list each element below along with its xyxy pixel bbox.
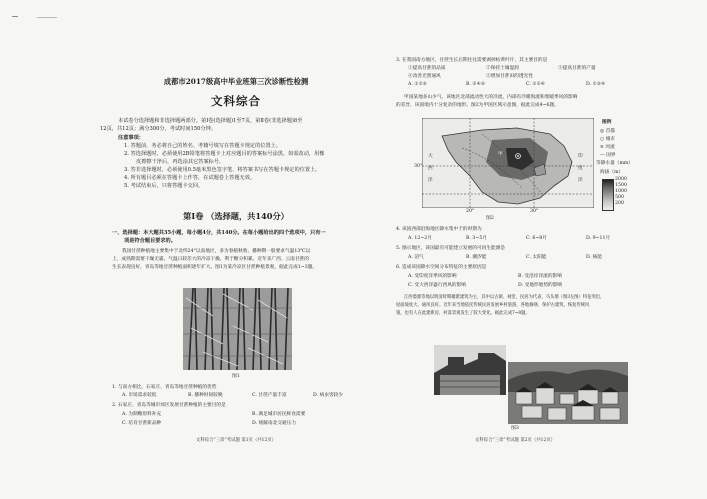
q2-option-b: B. 满足城市居民鲜食需要 <box>252 412 306 417</box>
q1-option-d: D. 病虫害较少 <box>313 393 344 398</box>
notice-line: 本试卷分选择题和非选择题两部分。第Ⅰ卷(选择题)1至7页，第Ⅱ卷(非选择题)8至 <box>118 118 303 124</box>
note-item: 3. 答非选择题时，必须使用0.5毫米黑色签字笔，将答案书写在答题卡规定的位置上。 <box>124 167 321 173</box>
q6-option-a: A. 受印度洋季风的影响 <box>408 274 457 279</box>
notice-line: 12页，共12页；满分300分，考试时间150分钟。 <box>100 126 217 132</box>
legend-item: ≋ 河流 <box>600 145 615 150</box>
passage-line: 上，成熟期需要干燥无霜。气温日较差大的冷凉干燥，利于糖分积累。近年来广西、云南甘蔗的 <box>112 257 309 262</box>
map-label-east: 印 <box>578 154 583 159</box>
question-4: 4. 该国西部沿海地区降水集中于的时期为 <box>396 227 482 232</box>
q3-answer-d: D. ①③④ <box>586 82 606 87</box>
q1-option-b: B. 播种时间较晚 <box>188 393 223 398</box>
legend-item: 等降水量（mm） <box>596 161 634 166</box>
elevation-tick: 2000 <box>615 177 627 182</box>
q2-option-c: C. 培育甘蔗新品种 <box>122 421 162 426</box>
note-item: 皮擦擦干净后，再选涂其它答案标号。 <box>136 159 225 165</box>
q4-option-d: D. 9~11月 <box>586 236 611 241</box>
map-label-west: 大 <box>428 154 433 159</box>
elevation-scale <box>602 179 614 211</box>
legend-item: ◎ 首都 <box>600 129 615 134</box>
figure2-caption: 图2 <box>486 216 494 221</box>
region-map <box>422 118 594 208</box>
map-label-east: 度 <box>578 166 583 171</box>
section-title: 第Ⅰ卷 （选择题，共140分） <box>183 211 289 221</box>
q4-option-c: C. 6~8月 <box>526 236 547 241</box>
note-item: 4. 所有题目必须在答题卡上作答，在试题卷上答题无效。 <box>124 175 256 181</box>
passage-line: 的差异，该国境内十分复杂的地形。图2为甲国区域示意图，据此完成4~6题。 <box>396 103 559 108</box>
map-label-east: 洋 <box>578 178 583 183</box>
q3-option: ④改善光照通风 <box>408 74 441 79</box>
note-item: 5. 考试结束后，只将答题卡交回。 <box>124 183 204 189</box>
q5-option-a: A. 沼气 <box>408 255 424 260</box>
q6-option-d: D. 受地形地势的影响 <box>518 283 563 288</box>
map-label-west: 西 <box>428 166 433 171</box>
q5-option-d: D. 核能 <box>586 255 602 260</box>
elevation-tick: 200 <box>615 201 624 206</box>
map-lon-label: 30° <box>414 164 423 169</box>
passage-line: 貌，也有人在此建新房，村落景观发生了较大变化。据此完成7~8题。 <box>396 311 530 316</box>
q6-option-c: C. 受大西洋盛行西风的影响 <box>408 283 466 288</box>
scan-mark <box>37 17 57 18</box>
q3-answer-c: C. ①②④ <box>526 82 546 87</box>
q5-option-c: C. 太阳能 <box>526 255 547 260</box>
note-item: 2. 答选择题时，必须使用2B铅笔将答题卡上对应题目的答案标号涂黑，如需改动，用橡 <box>124 151 325 157</box>
map-lat-label: 30° <box>530 209 539 214</box>
horse-head-wall-image <box>434 345 506 395</box>
right-page-footer: 文科综合“三诊”考试题 第2页（共12页） <box>474 438 556 443</box>
figure1-caption: 图1 <box>232 374 240 379</box>
notes-heading: 注意事项： <box>118 135 144 141</box>
elevation-tick: 1000 <box>615 189 627 194</box>
passage-line: 江西婺源等地以明清时期徽派建筑为主，其中以古镇、祠堂、民居为代表，马头墙（图3左图）特征突出， <box>404 295 605 300</box>
left-page <box>100 0 372 499</box>
village-image <box>508 362 628 424</box>
legend-title: 图例 <box>602 120 612 125</box>
legend-item: — 国界 <box>600 153 616 158</box>
question-2: 2. 石家庄、青岛等城市郊区发展甘蔗种植的主要目的是 <box>112 403 226 408</box>
right-page <box>390 0 640 499</box>
q1-option-a: A. 市场需求较低 <box>122 393 157 398</box>
elevation-tick: 500 <box>615 195 624 200</box>
map-label-country: 甲 <box>498 152 503 157</box>
q3-option: ①提高甘蔗的品质 <box>408 66 446 71</box>
instruction-line: 一、选择题：本大题共35小题，每小题4分，共140分。在每小题给出的四个选项中，只有一 <box>112 230 326 236</box>
figure3-caption: 图3 <box>511 426 519 431</box>
passage-line: 屋面坡度大，通风良好。近年来当地依托传统民居发展乡村旅游，各地修缮、保护古建筑，恢复传统风 <box>396 303 590 308</box>
q2-option-a: A. 为制糖原料补充 <box>122 412 162 417</box>
question-1: 1. 与南方相比，石家庄、青岛等地甘蔗种植的优势 <box>112 385 217 390</box>
subject-title: 文科综合 <box>211 94 261 108</box>
q6-option-b: B. 受沿岸洋流的影响 <box>518 274 562 279</box>
q4-option-a: A. 12~2月 <box>408 236 432 241</box>
legend-item: ○ 城市 <box>600 137 615 142</box>
q3-option: ②保持土壤湿润 <box>486 66 519 71</box>
exam-title: 成都市2017级高中毕业班第三次诊断性检测 <box>163 77 309 86</box>
q2-option-d: D. 缓解南北交通压力 <box>252 421 297 426</box>
figure1-sugarcane-photo <box>183 288 292 370</box>
q4-option-b: B. 3~5月 <box>466 236 488 241</box>
q3-option: ③提高甘蔗的产量 <box>558 66 596 71</box>
q3-answer-b: B. ②④⑤ <box>466 82 486 87</box>
legend-elevation-title: 海拔（m） <box>600 170 624 175</box>
question-5: 5. 图示地区，该国最有可能建立发展的可再生能源是 <box>396 246 506 251</box>
passage-line: 甲国某地多山少气，该地区北部流动性大的洋流，内部有冷暖海流和寒暖季风的影响 <box>404 95 578 100</box>
instruction-line: 项是符合题目要求的。 <box>124 238 176 244</box>
q1-option-c: C. 甘蔗产量丰富 <box>252 393 287 398</box>
q3-answer-a: A. ①②⑤ <box>408 82 427 87</box>
figure3-right-photo <box>508 362 628 424</box>
passage-line: 我国甘蔗种植地主要集中于北纬24°以南地区，多为春植秋收，播种期一般要求气温13℃以 <box>122 249 311 254</box>
question-6: 6. 造成该国降水空间分布特征的主要原因是 <box>396 265 487 270</box>
sugarcane-image <box>183 288 292 370</box>
question-3: 3. 在我国南方地区，甘蔗生长后期往往需要剥掉枯黄叶片，其主要目的是 <box>396 58 548 63</box>
figure3-left-photo <box>434 345 506 395</box>
figure2-map <box>422 118 594 208</box>
passage-line: 生长表现良好，青岛等地甘蔗种植面积逐年扩大。图1为某冷凉区甘蔗种植景观，据此完成1~3题。 <box>112 265 318 270</box>
map-label-west: 洋 <box>428 178 433 183</box>
note-item: 1. 答题前，务必将自己的姓名、考籍号填写在答题卡规定的位置上。 <box>124 143 282 149</box>
q5-option-b: B. 潮汐能 <box>466 255 487 260</box>
left-page-footer: 文科综合“三诊”考试题 第1页（共12页） <box>195 438 277 443</box>
elevation-tick: 1500 <box>615 183 627 188</box>
scan-mark <box>12 16 18 17</box>
q3-option: ⑤增加甘蔗田的透光性 <box>486 74 533 79</box>
map-lat-label: 20° <box>466 209 475 214</box>
